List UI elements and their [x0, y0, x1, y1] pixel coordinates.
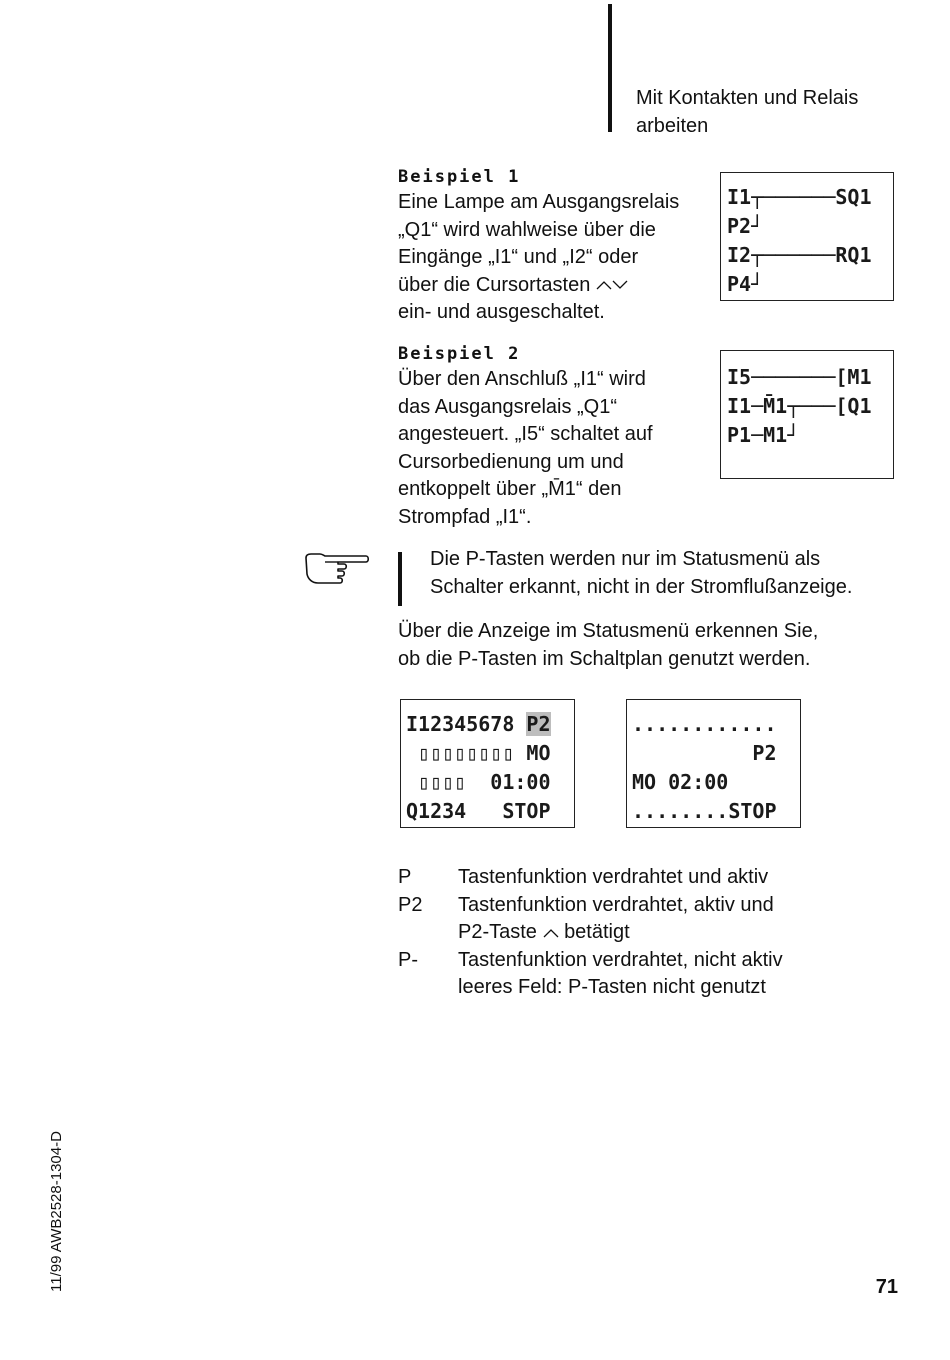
status-display-2: [626, 699, 801, 828]
legend-value-line: [458, 919, 774, 947]
status-row: ........STOP: [632, 799, 777, 823]
status-row: ▯▯▯▯▯▯▯▯ MO: [406, 741, 551, 765]
beispiel-2-title: Beispiel 2: [398, 344, 521, 364]
beispiel-2-line: angesteuert. „I5“ schaltet auf: [398, 423, 653, 445]
beispiel-1-title: Beispiel 1: [398, 167, 521, 187]
beispiel-2-line: Cursorbedienung um und: [398, 450, 624, 473]
circuit-row: I1─M̄1┬───[Q1: [727, 394, 872, 418]
legend-value: Tastenfunktion verdrahtet und aktiv: [458, 866, 769, 888]
status-paragraph: [398, 618, 918, 673]
header-rule: [608, 4, 612, 132]
beispiel-2-line: Über den Anschluß „I1“ wird: [398, 368, 646, 390]
legend-value: Tastenfunktion verdrahtet, nicht aktiv: [458, 948, 783, 971]
beispiel-2-line: entkoppelt über „M̄1“ den: [398, 478, 622, 500]
note-rule: [398, 552, 402, 606]
legend-key: P2: [398, 893, 423, 916]
beispiel-1-line-cursor: [398, 272, 718, 300]
legend-key: P: [398, 866, 412, 888]
note-line: Die P-Tasten werden nur im Statusmenü als: [430, 548, 821, 570]
legend-entry: [398, 892, 918, 947]
beispiel-1-line: über die Cursortasten: [398, 273, 591, 296]
status-row: MO 02:00: [632, 770, 729, 794]
beispiel-1-line: „Q1“ wird wahlweise über die: [398, 218, 656, 241]
legend-value: leeres Feld: P-Tasten nicht genutzt: [458, 976, 766, 998]
note-line: Schalter erkannt, nicht in der Stromflußanzeige.: [430, 575, 853, 598]
circuit-display-2: [720, 350, 894, 479]
beispiel-2-block: [398, 342, 718, 531]
header-line-2: arbeiten: [636, 115, 709, 137]
status-row: [406, 710, 574, 739]
cursor-up-icon: [543, 928, 559, 938]
legend: [398, 864, 918, 1002]
cursor-down-icon: [612, 280, 628, 290]
beispiel-1-line: Eine Lampe am Ausgangsrelais: [398, 191, 680, 213]
circuit-row: I1┬──────SQ1: [727, 185, 872, 209]
note-text: [430, 546, 930, 601]
legend-value: betätigt: [564, 921, 630, 943]
beispiel-1-line: Eingänge „I1“ und „I2“ oder: [398, 246, 639, 268]
status-row-inputs: I12345678: [406, 712, 527, 736]
pointing-hand-icon: [304, 552, 370, 586]
circuit-row: P4┘: [727, 272, 764, 296]
legend-value: P2-Taste: [458, 921, 537, 943]
beispiel-2-line: Strompfad „I1“.: [398, 505, 532, 528]
circuit-row: P2┘: [727, 214, 764, 238]
beispiel-1-block: [398, 165, 718, 327]
legend-value: Tastenfunktion verdrahtet, aktiv und: [458, 893, 774, 916]
legend-entry: [398, 864, 918, 892]
circuit-row: P1─M1┘: [727, 423, 800, 447]
legend-entry: [398, 947, 918, 1002]
beispiel-1-line: ein- und ausgeschaltet.: [398, 301, 605, 323]
page-number: 71: [875, 1276, 898, 1298]
header-line-1: Mit Kontakten und Relais: [636, 87, 859, 109]
legend-key: P-: [398, 948, 418, 971]
status-display-1: [400, 699, 575, 828]
cursor-up-icon: [596, 280, 612, 290]
status-row: P2: [632, 741, 777, 765]
circuit-display-1: [720, 172, 894, 301]
paragraph-line: ob die P-Tasten im Schaltplan genutzt werden.: [398, 647, 811, 670]
section-header: [636, 84, 936, 140]
status-row: ▯▯▯▯ 01:00: [406, 770, 551, 794]
status-row: Q1234 STOP: [406, 799, 551, 823]
circuit-row: I5───────[M1: [727, 365, 872, 389]
beispiel-2-line: das Ausgangsrelais „Q1“: [398, 395, 618, 418]
p2-highlight: P2: [526, 712, 551, 736]
status-row: ............: [632, 712, 777, 736]
paragraph-line: Über die Anzeige im Statusmenü erkennen Sie,: [398, 620, 819, 642]
document-id: 11/99 AWB2528-1304-D: [48, 1131, 65, 1292]
circuit-row: I2┬──────RQ1: [727, 243, 872, 267]
